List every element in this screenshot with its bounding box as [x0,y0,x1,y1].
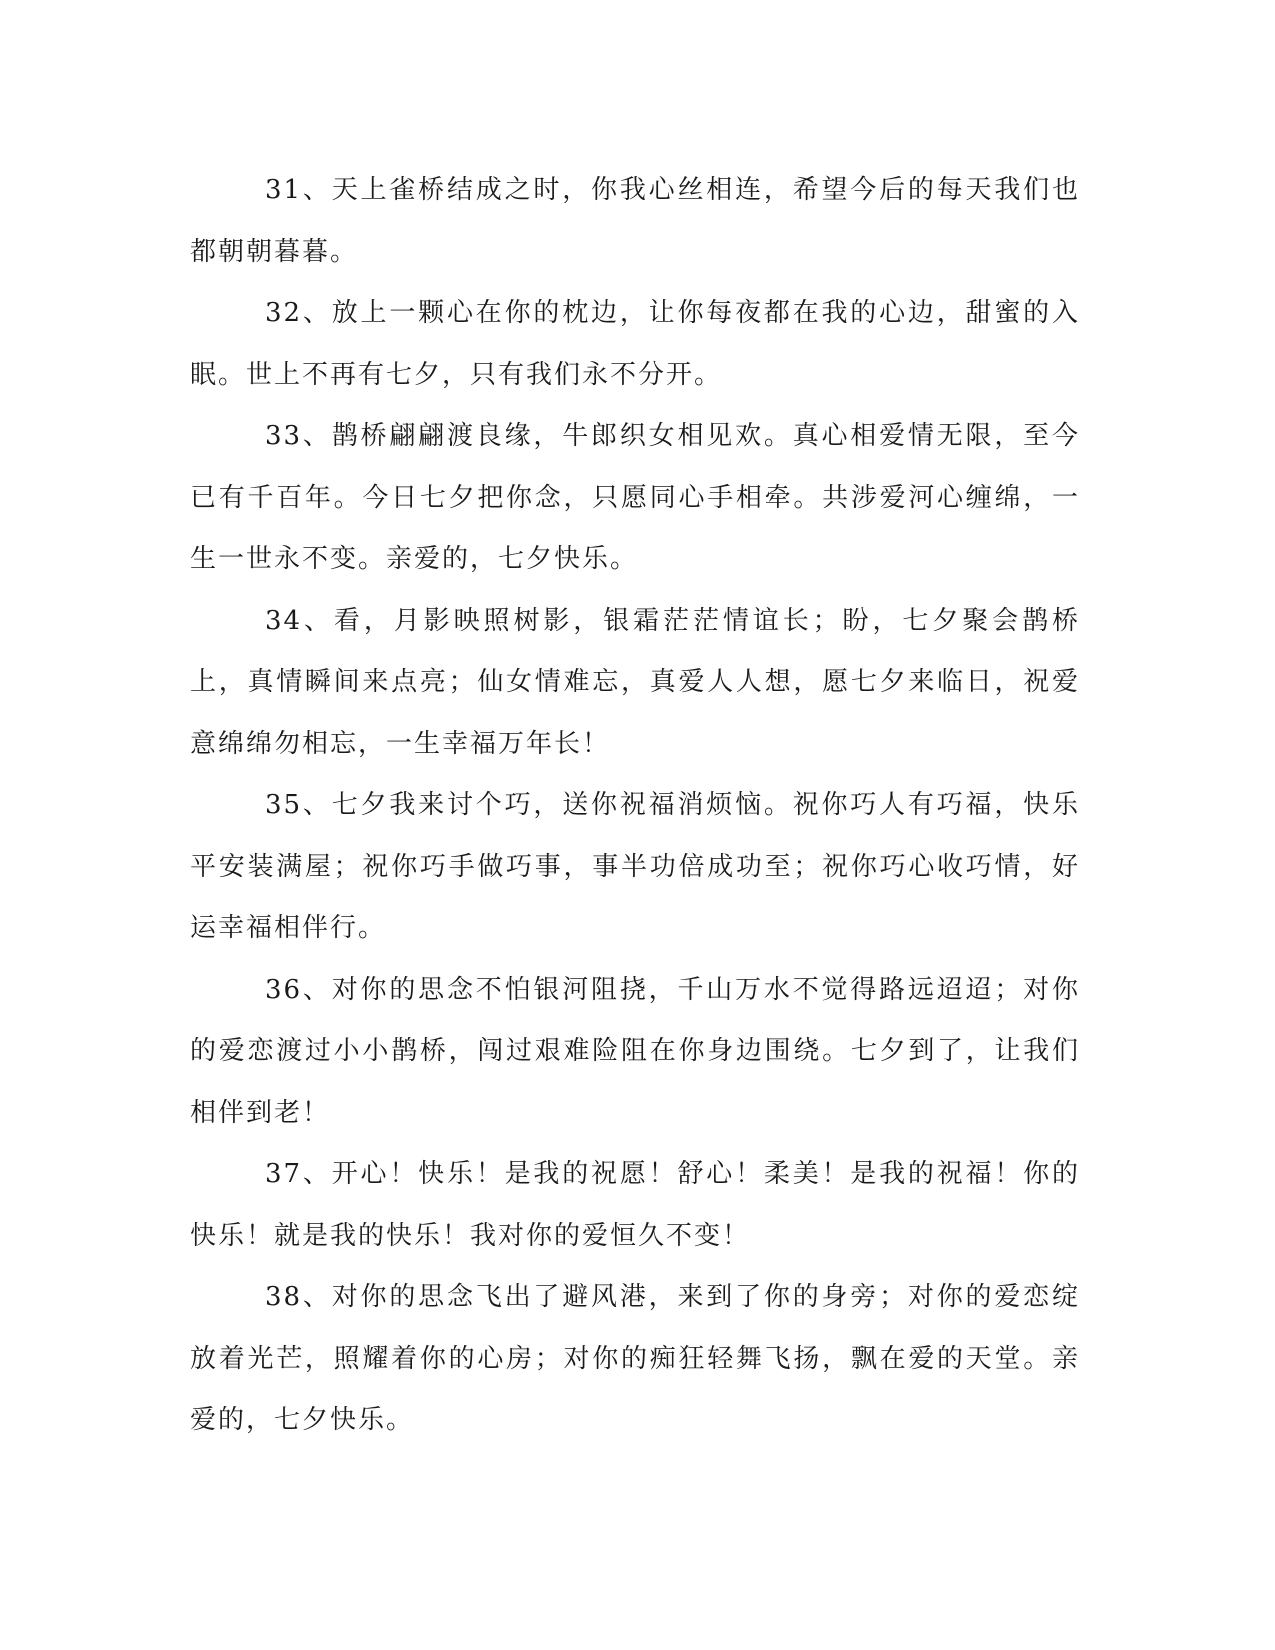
paragraph-34: 34、看，月影映照树影，银霜茫茫情谊长；盼，七夕聚会鹊桥上，真情瞬间来点亮；仙女情难忘，真爱人人想，愿七夕来临日，祝爱意绵绵勿相忘，一生幸福万年长！ [190,605,1080,759]
paragraph-36: 36、对你的思念不怕银河阻挠，千山万水不觉得路远迢迢；对你的爱恋渡过小小鹊桥，闯过艰难险阻在你身边围绕。七夕到了，让我们相伴到老！ [190,974,1080,1128]
paragraph-32: 32、放上一颗心在你的枕边，让你每夜都在我的心边，甜蜜的入眠。世上不再有七夕，只有我们永不分开。 [190,298,1080,390]
paragraph-33: 33、鹊桥翩翩渡良缘，牛郎织女相见欢。真心相爱情无限，至今已有千百年。今日七夕把你念，只愿同心手相牵。共涉爱河心缠绵，一生一世永不变。亲爱的，七夕快乐。 [190,421,1080,574]
paragraph-38: 38、对你的思念飞出了避风港，来到了你的身旁；对你的爱恋绽放着光芒，照耀着你的心房；对你的痴狂轻舞飞扬，飘在爱的天堂。亲爱的，七夕快乐。 [190,1282,1080,1435]
paragraph-37: 37、开心！快乐！是我的祝愿！舒心！柔美！是我的祝福！你的快乐！就是我的快乐！我对你的爱恒久不变！ [190,1159,1080,1251]
paragraph-31: 31、天上雀桥结成之时，你我心丝相连，希望今后的每天我们也都朝朝暮暮。 [190,175,1080,267]
paragraph-35: 35、七夕我来讨个巧，送你祝福消烦恼。祝你巧人有巧福，快乐平安装满屋；祝你巧手做巧事，事半功倍成功至；祝你巧心收巧情，好运幸福相伴行。 [190,790,1080,943]
document-body [190,160,1080,1452]
